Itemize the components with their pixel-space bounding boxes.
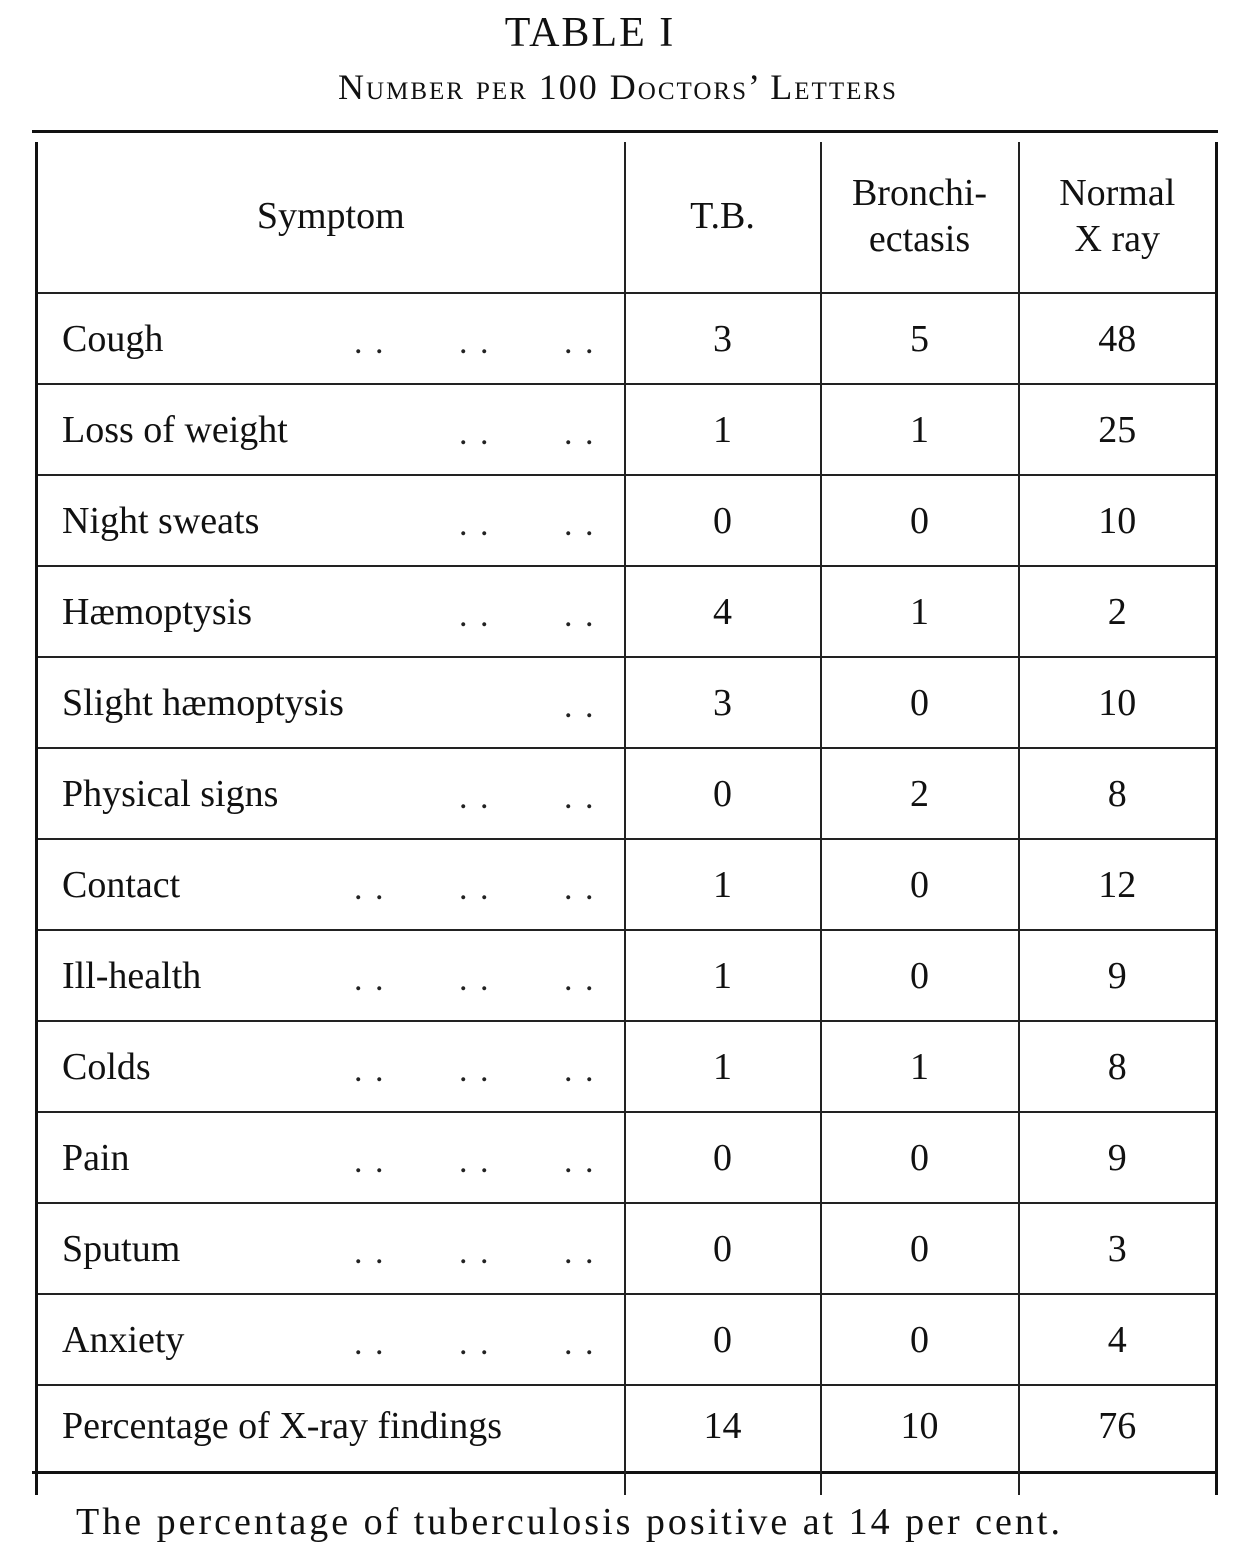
symptom-cell: Anxiety . . . . . .	[37, 1294, 625, 1385]
table-subtitle: Number per 100 Doctors’ Letters	[338, 67, 898, 107]
normal-xray-value: 4	[1019, 1294, 1217, 1385]
normal-xray-value: 12	[1019, 839, 1217, 930]
tb-value: 1	[625, 839, 821, 930]
symptom-cell: Sputum . . . . . .	[37, 1203, 625, 1294]
symptom-label: Loss of weight	[62, 409, 294, 451]
table-row	[37, 1021, 1217, 1112]
header-normal-line2: X ray	[1074, 218, 1160, 260]
symptom-label: Contact	[62, 864, 186, 906]
header-bronchiectasis-line1: Bronchi-	[851, 172, 988, 215]
table-row	[37, 384, 1217, 475]
symptom-cell: Hæmoptysis . . . .	[37, 566, 625, 657]
bronchiectasis-value: 0	[821, 839, 1019, 930]
table-row	[37, 1112, 1217, 1203]
header-bronchiectasis	[821, 142, 1019, 293]
symptom-cell: Colds . . . . . .	[37, 1021, 625, 1112]
table-row	[37, 657, 1217, 748]
normal-xray-value: 9	[1019, 930, 1217, 1021]
symptom-cell: Cough . . . . . .	[37, 293, 625, 384]
header-symptom: Symptom	[37, 142, 625, 293]
symptom-label: Night sweats	[62, 500, 265, 542]
symptom-label: Cough	[62, 318, 169, 360]
bronchiectasis-value: 1	[821, 566, 1019, 657]
table-row	[37, 930, 1217, 1021]
normal-xray-value: 3	[1019, 1203, 1217, 1294]
table-row	[37, 1203, 1217, 1294]
header-bronchiectasis-line2: ectasis	[868, 218, 971, 260]
normal-xray-value: 8	[1019, 748, 1217, 839]
normal-xray-value: 2	[1019, 566, 1217, 657]
normal-xray-value: 25	[1019, 384, 1217, 475]
symptom-cell: Physical signs . . . .	[37, 748, 625, 839]
header-normal-line1: Normal	[1059, 172, 1176, 215]
tb-value: 0	[625, 1203, 821, 1294]
header-normal-xray	[1019, 142, 1217, 293]
table-row	[37, 475, 1217, 566]
bronchiectasis-value: 1	[821, 384, 1019, 475]
symptom-label: Ill-health	[62, 955, 207, 997]
tb-value: 1	[625, 1021, 821, 1112]
header-tb: T.B.	[625, 142, 821, 293]
tb-value: 4	[625, 566, 821, 657]
tb-value: 0	[625, 1112, 821, 1203]
tb-value: 3	[625, 293, 821, 384]
table-row	[37, 1294, 1217, 1385]
bronchiectasis-value: 0	[821, 475, 1019, 566]
symptom-cell: Ill-health . . . . . .	[37, 930, 625, 1021]
symptom-label: Colds	[62, 1046, 157, 1088]
normal-xray-value: 10	[1019, 475, 1217, 566]
symptom-label: Slight hæmoptysis	[62, 682, 350, 724]
normal-xray-value: 9	[1019, 1112, 1217, 1203]
tb-value: 1	[625, 930, 821, 1021]
normal-xray-value: 8	[1019, 1021, 1217, 1112]
symptom-cell: Contact . . . . . .	[37, 839, 625, 930]
tb-value: 0	[625, 1294, 821, 1385]
table-footnote: The percentage of tuberculosis positive at 14 per cent.	[76, 1501, 1063, 1543]
symptom-table	[35, 142, 1218, 1495]
total-bronchiectasis-value: 10	[821, 1385, 1019, 1495]
table-row	[37, 566, 1217, 657]
symptom-cell: Pain . . . . . .	[37, 1112, 625, 1203]
tb-value: 0	[625, 475, 821, 566]
symptom-cell: Loss of weight . . . .	[37, 384, 625, 475]
total-label: Percentage of X-ray findings	[37, 1385, 625, 1495]
symptom-cell: Night sweats . . . .	[37, 475, 625, 566]
tb-value: 1	[625, 384, 821, 475]
total-tb-value: 14	[625, 1385, 821, 1495]
table-title: TABLE I	[504, 10, 676, 56]
normal-xray-value: 10	[1019, 657, 1217, 748]
table-row	[37, 839, 1217, 930]
header-row	[37, 142, 1217, 293]
tb-value: 3	[625, 657, 821, 748]
bronchiectasis-value: 0	[821, 657, 1019, 748]
table-row	[37, 293, 1217, 384]
symptom-label: Sputum	[62, 1228, 186, 1270]
bronchiectasis-value: 1	[821, 1021, 1019, 1112]
bronchiectasis-value: 0	[821, 1294, 1019, 1385]
symptom-label: Anxiety	[62, 1319, 190, 1361]
bronchiectasis-value: 0	[821, 1112, 1019, 1203]
table-row	[37, 748, 1217, 839]
bronchiectasis-value: 5	[821, 293, 1019, 384]
normal-xray-value: 48	[1019, 293, 1217, 384]
bronchiectasis-value: 0	[821, 1203, 1019, 1294]
bronchiectasis-value: 0	[821, 930, 1019, 1021]
bronchiectasis-value: 2	[821, 748, 1019, 839]
total-row	[37, 1385, 1217, 1495]
symptom-cell: Slight hæmoptysis . .	[37, 657, 625, 748]
symptom-label: Physical signs	[62, 773, 284, 815]
symptom-label: Pain	[62, 1137, 136, 1179]
total-normal-xray-value: 76	[1019, 1385, 1217, 1495]
tb-value: 0	[625, 748, 821, 839]
symptom-label: Hæmoptysis	[62, 591, 258, 633]
